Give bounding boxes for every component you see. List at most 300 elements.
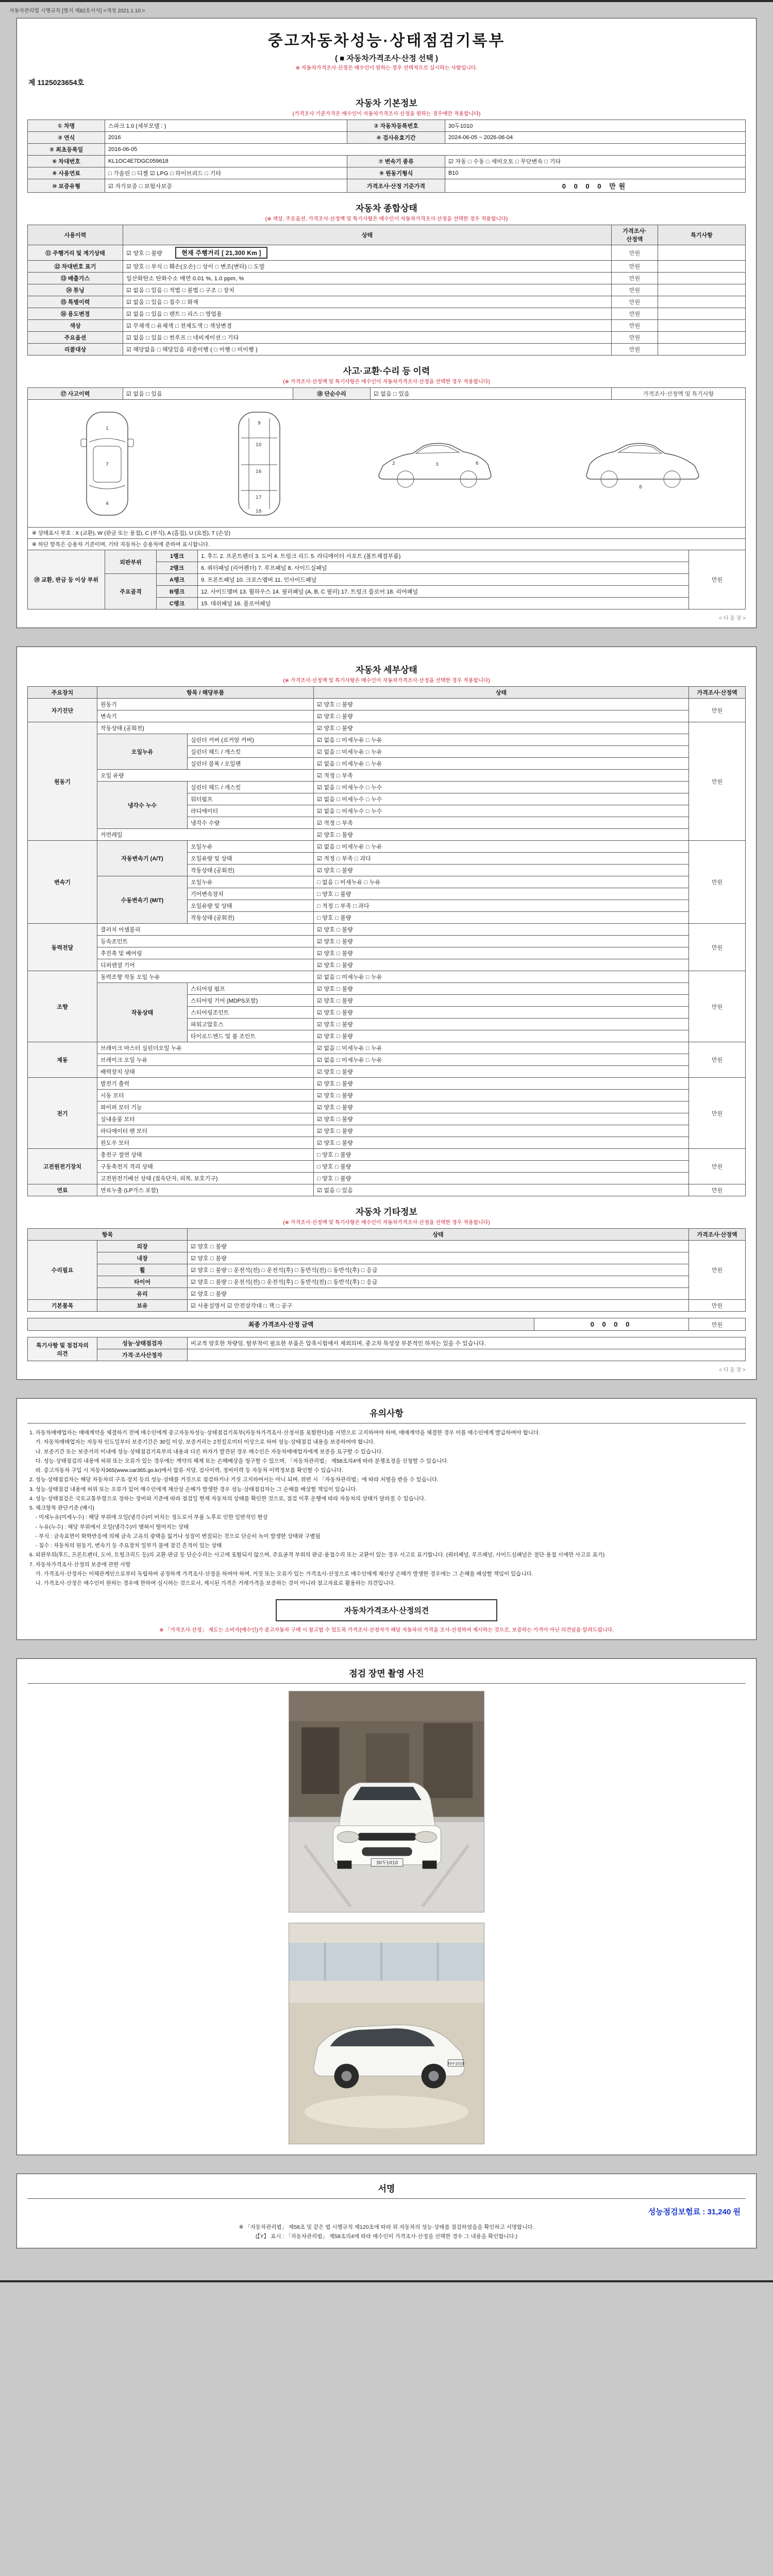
price-opinion-note: ※ 「가격조사·산정」 제도는 소비자(매수인)가 중고자동차 구매 시 참고할 수 있도록 가격조사·산정자가 해당 자동차의 가격을 조사·산정하여 제시하는 것으로, 보증하는 가격이 아닌 의견임을 알려드립니다. bbox=[159, 1627, 614, 1633]
panel-category: 주요골격 bbox=[105, 574, 157, 609]
cell-item: 보유 bbox=[97, 1300, 188, 1312]
field-label: ⑨ 원동기형식 bbox=[347, 167, 445, 179]
cell-price: 만원 bbox=[689, 841, 746, 924]
cell-sub: 오일유량 및 상태 bbox=[188, 900, 314, 912]
cell-remark bbox=[658, 284, 746, 296]
accident-section-title: 사고·교환·수리 등 이력 bbox=[343, 366, 430, 376]
cell-state bbox=[123, 245, 612, 261]
model-year-value: 2016 bbox=[105, 132, 347, 144]
table-row bbox=[28, 550, 746, 562]
col-header-remark: 특기사항 bbox=[658, 225, 746, 245]
rank-label: C랭크 bbox=[157, 598, 198, 609]
table-row bbox=[28, 1173, 746, 1184]
table-row bbox=[28, 959, 746, 971]
cell-state: ☑ 양호 □ 불량 bbox=[314, 1066, 689, 1078]
cell-category: 오일누유 bbox=[97, 734, 188, 770]
cell-sub: 스티어링조인트 bbox=[188, 1007, 314, 1019]
card-photos bbox=[16, 1658, 757, 2155]
notice-line: 7. 자동차가격조사·산정의 보증에 관한 사항 bbox=[29, 1561, 131, 1568]
diagram-number: 2 bbox=[392, 461, 395, 466]
notice-line: 1. 자동차매매업자는 매매계약을 체결하기 전에 매수인에게 중고자동차성능·상태점검기록부(자동차가격조사·산정서를 포함한다)를 서면으로 고지하여야 하며, 매매계약을 체결한 경우 이를 매수인에게 발급하여야 합니다. bbox=[29, 1430, 541, 1436]
table-row bbox=[28, 261, 746, 273]
diagram-number: 8 bbox=[638, 485, 642, 490]
cell-state: ☑ 적정 □ 부족 □ 과다 bbox=[314, 853, 689, 865]
cell-state: ☑ 양호 □ 불량 bbox=[314, 947, 689, 959]
cell-state: ☑ 적정 □ 부족 bbox=[314, 817, 689, 829]
cell-item: 동력조향 작동 오일 누유 bbox=[97, 971, 314, 983]
cell-item: 커먼레일 bbox=[97, 829, 314, 841]
cell-state: ☑ 양호 □ 불량 bbox=[314, 1101, 689, 1113]
etc-section-title: 자동차 기타정보 bbox=[356, 1207, 417, 1217]
next-page-marker: < 다 음 장 > bbox=[719, 616, 746, 621]
cell-remark bbox=[658, 296, 746, 308]
table-row bbox=[28, 284, 746, 296]
inspection-photo-side-indoor bbox=[289, 1923, 484, 2144]
cell-item: 색상 bbox=[28, 320, 123, 332]
cell-remark bbox=[658, 344, 746, 355]
diagram-note: ※ 하단 항목은 승용차 기준이며, 기타 자동차는 승용차에 준하여 표시합니다. bbox=[27, 539, 746, 550]
cell-price: 만원 bbox=[612, 296, 658, 308]
col-header-item: 항목 bbox=[28, 1229, 188, 1241]
final-price-unit: 만원 bbox=[689, 1318, 746, 1331]
table-row bbox=[28, 1066, 746, 1078]
inspector-label: 성능·상태점검자 bbox=[97, 1337, 188, 1349]
detail-section-title: 자동차 세부상태 bbox=[356, 665, 417, 675]
panel-category: 외판부위 bbox=[105, 550, 157, 574]
col-header-state: 상태 bbox=[188, 1229, 689, 1241]
col-header-device: 주요장치 bbox=[28, 687, 97, 699]
card-detail-state bbox=[16, 647, 757, 1380]
cell-state: ☑ 없음 □ 미세누유 □ 누유 bbox=[314, 1042, 689, 1054]
cell-item: 리콜대상 bbox=[28, 344, 123, 355]
cell-sub: 타이로드엔드 및 볼 조인트 bbox=[188, 1030, 314, 1042]
cell-state: ☑ 없음 □ 있음 □ 침수 □ 화재 bbox=[123, 296, 612, 308]
cell-remark bbox=[658, 273, 746, 284]
overall-section-note: (※ 색상, 주요옵션, 가격조사·산정액 및 특기사항은 매수인이 자동차가격조사·산정을 선택한 경우 적용합니다) bbox=[265, 216, 508, 222]
document-title: 중고자동차성능·상태점검기록부 bbox=[267, 32, 506, 49]
appraiser-comment bbox=[188, 1349, 746, 1361]
cell-category: 수동변속기 (M/T) bbox=[97, 876, 188, 924]
etc-section-note: (※ 가격조사·산정액 및 특기사항은 매수인이 자동차가격조사·산정을 선택한 경우 적용합니다) bbox=[283, 1220, 490, 1226]
col-header-price: 가격조사·산정액 bbox=[612, 225, 658, 245]
inspection-photo-front-outdoor bbox=[289, 1691, 484, 1912]
car-damage-diagram bbox=[27, 400, 746, 528]
cell-item: ⑬ 배출가스 bbox=[28, 273, 123, 284]
col-header-item: 항목 / 해당부품 bbox=[97, 687, 314, 699]
diagram-number: 4 bbox=[105, 501, 109, 506]
document-number: 제 1125023654호 bbox=[28, 78, 85, 87]
basic-section-title: 자동차 기본정보 bbox=[356, 98, 417, 108]
cell-price: 만원 bbox=[612, 344, 658, 355]
field-label: 가격조사·산정 기준가격 bbox=[347, 179, 445, 193]
field-label: ⑦ 변속기 종류 bbox=[347, 156, 445, 167]
cell-state: ☑ 양호 □ 불량 bbox=[314, 1030, 689, 1042]
basic-info-table bbox=[27, 120, 746, 193]
cell-sub: 실린더 헤드 / 개스킷 bbox=[188, 782, 314, 793]
table-row bbox=[28, 144, 746, 156]
cell-sub: 라디에이터 bbox=[188, 805, 314, 817]
simple-repair-checkboxes: ☑ 없음 □ 있음 bbox=[371, 388, 612, 400]
notice-line: 가. 자동차매매업자는 자동차 인도일부터 보증기간은 30일 이상, 보증거리는 2천킬로미터 이상으로 하여 성능·상태점검 내용을 보증하여야 합니다. bbox=[29, 1439, 375, 1446]
cell-price: 만원 bbox=[689, 1300, 746, 1312]
cell-item: ⑮ 특별이력 bbox=[28, 296, 123, 308]
field-label: ① 차명 bbox=[28, 120, 105, 132]
detail-section-note: (※ 가격조사·산정액 및 특기사항은 매수인이 자동차가격조사·산정을 선택한 경우 적용합니다) bbox=[283, 678, 490, 684]
signature-legal-line: (【Y】 표시 : 「자동차관리법」 제58조의4에 따라 매수인이 가격조사·산정을 선택한 경우 그 내용을 확인합니다.) bbox=[255, 2233, 518, 2240]
cell-state: ☑ 양호 □ 부식 □ 훼손(오손) □ 상이 □ 변조(변타) □ 도말 bbox=[123, 261, 612, 273]
cell-state: ☑ 양호 □ 불량 bbox=[314, 924, 689, 936]
cell-item: ⑪ 주행거리 및 계기상태 bbox=[28, 245, 123, 261]
final-price-value: 0 0 0 0 bbox=[534, 1318, 689, 1331]
license-plate-text: 30두1010 bbox=[447, 2061, 464, 2066]
cell-price: 만원 bbox=[612, 284, 658, 296]
final-price-label: 최종 가격조사·산정 금액 bbox=[28, 1318, 534, 1331]
accident-section-note: (※ 가격조사·산정액 및 특기사항은 매수인이 자동차가격조사·산정을 선택한 경우 적용합니다) bbox=[283, 379, 490, 385]
cell-item: 타이어 bbox=[97, 1276, 188, 1288]
card-basic-info bbox=[16, 18, 757, 628]
signature-title: 서명 bbox=[27, 2181, 746, 2199]
cell-price: 만원 bbox=[612, 320, 658, 332]
rank-parts: 9. 프론트패널 10. 크로스멤버 11. 인사이드패널 bbox=[198, 574, 689, 586]
cell-price: 만원 bbox=[689, 971, 746, 1042]
overall-state-table bbox=[27, 225, 746, 355]
cell-state: ☑ 양호 □ 불량 bbox=[314, 710, 689, 722]
cell-group: 제동 bbox=[28, 1042, 97, 1078]
rank-label: 2랭크 bbox=[157, 562, 198, 574]
cell-item: 추진축 및 베어링 bbox=[97, 947, 314, 959]
cell-item: 유리 bbox=[97, 1288, 188, 1300]
cell-remark bbox=[658, 308, 746, 320]
diagram-number: 17 bbox=[255, 495, 261, 500]
table-row bbox=[28, 876, 746, 888]
cell-item: 외장 bbox=[97, 1241, 188, 1252]
car-right-side-diagram bbox=[576, 434, 705, 493]
document-subtitle: ( ■ 자동차가격조사·산정 선택 ) bbox=[334, 54, 439, 63]
table-row bbox=[28, 770, 746, 782]
rank-parts: 6. 쿼터패널 (리어펜더) 7. 루프패널 8. 사이드실패널 bbox=[198, 562, 689, 574]
cell-item: 충전구 절연 상태 bbox=[97, 1149, 314, 1161]
cell-group: 조향 bbox=[28, 971, 97, 1042]
cell-sub: 작동상태 (공회전) bbox=[188, 865, 314, 876]
fuel-checkboxes: □ 가솔린 □ 디젤 ☑ LPG □ 하이브리드 □ 기타 bbox=[105, 167, 347, 179]
rank-label: 1랭크 bbox=[157, 550, 198, 562]
cell-state: ☑ 없음 □ 미세누유 □ 누유 bbox=[314, 1054, 689, 1066]
cell-remark bbox=[658, 261, 746, 273]
table-row bbox=[28, 983, 746, 995]
cell-remark bbox=[658, 320, 746, 332]
table-row bbox=[28, 120, 746, 132]
table-row bbox=[28, 924, 746, 936]
car-top-view-diagram bbox=[69, 407, 146, 520]
table-row bbox=[28, 1318, 746, 1331]
first-registration-value: 2016-06-05 bbox=[105, 144, 746, 156]
cell-state: □ 양호 □ 불량 bbox=[314, 1173, 689, 1184]
cell-category: 작동상태 bbox=[97, 983, 188, 1042]
cell-state: ☑ 없음 □ 있음 □ 썬루프 □ 네비게이션 □ 기타 bbox=[123, 332, 612, 344]
table-header-row bbox=[28, 687, 746, 699]
cell-state: ☑ 양호 □ 불량 bbox=[314, 1019, 689, 1030]
cell-state: ☑ 없음 □ 미세누수 □ 누수 bbox=[314, 805, 689, 817]
cell-group: 원동기 bbox=[28, 722, 97, 841]
cell-item: 발전기 출력 bbox=[97, 1078, 314, 1090]
cell-state: ☑ 양호 □ 불량 bbox=[314, 959, 689, 971]
remarks-table bbox=[27, 1337, 746, 1361]
cell-price: 만원 bbox=[689, 1149, 746, 1184]
cell-state: ☑ 없음 □ 미세누수 □ 누수 bbox=[314, 782, 689, 793]
cell-state: ☑ 없음 □ 있음 bbox=[314, 1184, 689, 1196]
accident-history-label: ⑰ 사고이력 bbox=[28, 388, 123, 400]
table-row bbox=[28, 1149, 746, 1161]
cell-sub: 오일유량 및 상태 bbox=[188, 853, 314, 865]
cell-price: 만원 bbox=[612, 332, 658, 344]
cell-state: ☑ 양호 □ 불량 bbox=[188, 1241, 689, 1252]
notices-list bbox=[27, 1429, 746, 1588]
transmission-checkboxes: ☑ 자동 □ 수동 □ 세미오토 □ 무단변속 □ 기타 bbox=[445, 156, 746, 167]
cell-state: ☑ 양호 □ 불량 bbox=[314, 1078, 689, 1090]
cell-state: ☑ 양호 □ 불량 bbox=[314, 829, 689, 841]
rank-label: B랭크 bbox=[157, 586, 198, 598]
table-row bbox=[28, 782, 746, 793]
cell-price: 만원 bbox=[612, 273, 658, 284]
table-row bbox=[28, 1042, 746, 1054]
col-header-price: 가격조사·산정액 bbox=[689, 1229, 746, 1241]
final-price-table bbox=[27, 1318, 746, 1331]
cell-state: ☑ 양호 □ 불량 bbox=[314, 1113, 689, 1125]
cell-state: ☑ 없음 □ 미세누유 □ 누유 bbox=[314, 758, 689, 770]
table-row bbox=[28, 332, 746, 344]
cell-sub: 실린더 커버 (로커암 커버) bbox=[188, 734, 314, 746]
col-header-item: 사용이력 bbox=[28, 225, 123, 245]
photos-title: 점검 장면 촬영 사진 bbox=[27, 1666, 746, 1684]
table-row bbox=[28, 1252, 746, 1264]
cell-item: 내장 bbox=[97, 1252, 188, 1264]
table-row bbox=[28, 722, 746, 734]
cell-state: □ 양호 □ 불량 bbox=[314, 912, 689, 924]
cell-state: ☑ 양호 □ 불량 bbox=[314, 936, 689, 947]
table-row bbox=[28, 829, 746, 841]
table-row bbox=[28, 841, 746, 853]
cell-price: 만원 bbox=[612, 308, 658, 320]
cell-category: 자동변속기 (A/T) bbox=[97, 841, 188, 876]
cell-state: □ 없음 □ 미세누유 □ 누유 bbox=[314, 876, 689, 888]
diagram-number: 16 bbox=[255, 469, 261, 474]
table-row bbox=[28, 320, 746, 332]
cell-item: 고전원전기배선 상태 (접속단자, 피복, 보호기구) bbox=[97, 1173, 314, 1184]
notice-line: 4. 성능·상태점검은 국토교통부령으로 정하는 장비와 기준에 따라 점검일 현재 자동차의 상태를 확인한 것으로, 점검 이후 운행에 따라 자동차의 상태가 달라질 수 있습니다. bbox=[29, 1495, 426, 1502]
cell-state: □ 양호 □ 불량 bbox=[314, 1149, 689, 1161]
cell-item: 휠 bbox=[97, 1264, 188, 1276]
diagram-number: 7 bbox=[105, 462, 109, 467]
notice-line: - 미세누유(미세누수) : 해당 부위에 오일(냉각수)이 비치는 정도로서 부품 노후로 인한 일반적인 현상 bbox=[29, 1514, 268, 1521]
table-row bbox=[28, 167, 746, 179]
cell-item: 윈도우 모터 bbox=[97, 1137, 314, 1149]
base-price-value: 0 0 0 0 만원 bbox=[445, 179, 746, 193]
field-label: ③ 연식 bbox=[28, 132, 105, 144]
table-row bbox=[28, 1054, 746, 1066]
table-row bbox=[28, 1125, 746, 1137]
cell-sub: 오일누유 bbox=[188, 876, 314, 888]
cell-state: ☑ 양호 □ 불량 bbox=[314, 1137, 689, 1149]
cell-group: 연료 bbox=[28, 1184, 97, 1196]
photo-list bbox=[27, 1691, 746, 2144]
remarks-head: 특기사항 및 점검자의 의견 bbox=[28, 1337, 97, 1361]
cell-price: 만원 bbox=[612, 245, 658, 261]
cell-sub: 작동상태 (공회전) bbox=[188, 912, 314, 924]
appraiser-label: 가격·조사산정자 bbox=[97, 1349, 188, 1361]
table-row bbox=[28, 710, 746, 722]
detail-state-table bbox=[27, 686, 746, 1196]
table-row bbox=[28, 179, 746, 193]
cell-sub: 스티어링 펌프 bbox=[188, 983, 314, 995]
car-left-side-diagram bbox=[373, 434, 501, 493]
cell-price: 만원 bbox=[689, 1241, 746, 1300]
table-row bbox=[28, 971, 746, 983]
cell-item: 작동상태 (공회전) bbox=[97, 722, 314, 734]
license-plate-text: 30두1010 bbox=[376, 1860, 398, 1866]
price-opinion-box: 자동차가격조사·산정의견 bbox=[276, 1599, 497, 1621]
diagram-number: 9 bbox=[257, 420, 261, 426]
notice-line: - 누유(누수) : 해당 부위에서 오일(냉각수)이 맺혀서 떨어지는 상태 bbox=[29, 1523, 189, 1530]
cell-state: □ 양호 □ 불량 bbox=[314, 888, 689, 900]
cell-item: 와이퍼 모터 기능 bbox=[97, 1101, 314, 1113]
cell-sub: 파워고압호스 bbox=[188, 1019, 314, 1030]
table-row bbox=[28, 132, 746, 144]
price-remark-head: 가격조사·산정액 및 특기사항 bbox=[612, 388, 746, 400]
cell-group: 변속기 bbox=[28, 841, 97, 924]
table-row bbox=[28, 1241, 746, 1252]
cell-group: 고전원전기장치 bbox=[28, 1149, 97, 1184]
table-header-row bbox=[28, 1229, 746, 1241]
table-row bbox=[28, 1184, 746, 1196]
cell-remark bbox=[658, 245, 746, 261]
notice-line: 나. 보증기간 또는 보증거리 이내에 성능·상태점검기록부의 내용과 다른 하자가 발견된 경우 매수인은 자동차매매업자에게 보증을 요구할 수 있습니다. bbox=[29, 1448, 383, 1455]
diagram-number: 10 bbox=[255, 442, 261, 448]
cell-state: ☑ 양호 □ 불량 bbox=[314, 995, 689, 1007]
table-row bbox=[28, 1300, 746, 1312]
cell-state: ☑ 양호 □ 불량 bbox=[314, 1090, 689, 1101]
table-row bbox=[28, 296, 746, 308]
table-row bbox=[28, 1276, 746, 1288]
col-header-state: 상태 bbox=[314, 687, 689, 699]
cell-group: 동력전달 bbox=[28, 924, 97, 971]
cell-sub: 실린더 헤드 / 개스킷 bbox=[188, 746, 314, 758]
cell-state: 일산화탄소 탄화수소 매연 0.01 %, 1.0 ppm, % bbox=[123, 273, 612, 284]
cell-price: 만원 bbox=[689, 1184, 746, 1196]
cell-sub: 냉각수 수량 bbox=[188, 817, 314, 829]
overall-section-title: 자동차 종합상태 bbox=[356, 204, 417, 213]
table-row bbox=[28, 1090, 746, 1101]
notice-line: 2. 성능·상태점검자는 해당 자동차의 구조·장치 등의 성능·상태를 거짓으로 점검하거나 거짓 고지하여서는 아니 되며, 위반 시 「자동차관리법」에 따라 처벌을 받을 수 있습니다. bbox=[29, 1477, 439, 1483]
inspection-insurance-fee: 성능점검보험료 : 31,240 원 bbox=[648, 2207, 741, 2216]
diagram-number: 1 bbox=[105, 426, 109, 431]
rank-label: A랭크 bbox=[157, 574, 198, 586]
field-label: ④ 검사유효기간 bbox=[347, 132, 445, 144]
table-row bbox=[28, 1137, 746, 1149]
cell-state: ☑ 양호 □ 불량 bbox=[314, 1125, 689, 1137]
cell-state: ☑ 사용설명서 ☑ 안전삼각대 □ 잭 □ 공구 bbox=[188, 1300, 689, 1312]
cell-state: ☑ 없음 □ 있음 □ 렌트 □ 리스 □ 영업용 bbox=[123, 308, 612, 320]
cell-state: □ 양호 □ 불량 bbox=[314, 1161, 689, 1173]
cell-state: ☑ 없음 □ 미세누유 □ 누유 bbox=[314, 746, 689, 758]
diagram-number: 18 bbox=[255, 509, 261, 514]
card-signature bbox=[16, 2174, 757, 2248]
warranty-checkboxes: ☑ 자가보증 □ 보험사보증 bbox=[105, 179, 347, 193]
cell-item: 원동기 bbox=[97, 699, 314, 710]
cell-item: 연료누출 (LP가스 포함) bbox=[97, 1184, 314, 1196]
cell-item: 구동축전지 격리 상태 bbox=[97, 1161, 314, 1173]
cell-price: 만원 bbox=[689, 722, 746, 841]
form-reference: 자동차관리법 시행규칙 [별지 제82호서식] <개정 2021.1.10.> bbox=[9, 8, 145, 14]
cell-sub: 스티어링 기어 (MDPS포함) bbox=[188, 995, 314, 1007]
notice-line: - 침수 : 자동차의 원동기, 변속기 등 주요장치 일부가 물에 잠긴 흔적이 있는 상태 bbox=[29, 1543, 222, 1549]
cell-group: 자기진단 bbox=[28, 699, 97, 722]
cell-sub: 오일누유 bbox=[188, 841, 314, 853]
cell-item: 변속기 bbox=[97, 710, 314, 722]
etc-info-table bbox=[27, 1228, 746, 1312]
field-label: ⑧ 사용연료 bbox=[28, 167, 105, 179]
accident-history-checkboxes: ☑ 없음 □ 있음 bbox=[123, 388, 293, 400]
next-page-marker: < 다 음 장 > bbox=[719, 1367, 746, 1373]
cell-item: 디퍼렌셜 기어 bbox=[97, 959, 314, 971]
table-row bbox=[28, 1288, 746, 1300]
table-row bbox=[28, 1101, 746, 1113]
cell-price: 만원 bbox=[689, 550, 746, 609]
cell-state: ☑ 해당없음 □ 해당있음 리콜이행 ( □ 이행 □ 미이행 ) bbox=[123, 344, 612, 355]
cell-item: 등속조인트 bbox=[97, 936, 314, 947]
odometer-badge: 현재 주행거리 [ 21,300 Km ] bbox=[175, 247, 267, 259]
cell-state: ☑ 양호 □ 불량 bbox=[314, 865, 689, 876]
cell-item: 시동 모터 bbox=[97, 1090, 314, 1101]
cell-item: 브레이크 마스터 실린더오일 누유 bbox=[97, 1042, 314, 1054]
cell-state: ☑ 양호 □ 불량 bbox=[188, 1252, 689, 1264]
cell-state: ☑ 양호 □ 불량 bbox=[314, 699, 689, 710]
notice-line: - 부식 : 금속표면이 화학반응에 의해 금속 고유의 광택을 잃거나 성질이 변질되는 것으로 단순히 녹이 발생한 상태와 구별됨 bbox=[29, 1533, 321, 1539]
cell-group: 수리필요 bbox=[28, 1241, 97, 1300]
rank-parts: 15. 대쉬패널 16. 플로어패널 bbox=[198, 598, 689, 609]
table-row bbox=[28, 1113, 746, 1125]
table-row bbox=[28, 699, 746, 710]
cell-item: 주요옵션 bbox=[28, 332, 123, 344]
cell-state: ☑ 양호 □ 불량 □ 운전석(전) □ 운전석(후) □ 동반석(전) □ 동반석(후) □ 응급 bbox=[188, 1264, 689, 1276]
notices-title: 유의사항 bbox=[27, 1406, 746, 1423]
cell-sub: 실린더 블록 / 오일팬 bbox=[188, 758, 314, 770]
vin-value: KL1OC4E7DGC059618 bbox=[105, 156, 347, 167]
table-row bbox=[28, 1264, 746, 1276]
col-header-state: 상태 bbox=[123, 225, 612, 245]
col-header-price: 가격조사·산정액 bbox=[689, 687, 746, 699]
cell-price: 만원 bbox=[689, 1078, 746, 1149]
cell-item: 브레이크 오일 누유 bbox=[97, 1054, 314, 1066]
table-row bbox=[28, 1078, 746, 1090]
basic-section-note: (가격조사 기준가격은 매수인이 자동차가격조사·산정을 원하는 경우에만 적용합니다) bbox=[292, 111, 481, 117]
field-label: ② 자동차등록번호 bbox=[347, 120, 445, 132]
notice-line: 다. 성능·상태점검의 내용에 허위 또는 오류가 있는 경우에는 계약의 해제 또는 손해배상을 청구할 수 있으며, 「자동차관리법」 제58조의4에 따라 분쟁조정을 신청할 수 있습니다. bbox=[29, 1458, 449, 1464]
cell-item: 오일 유량 bbox=[97, 770, 314, 782]
table-row bbox=[28, 1337, 746, 1349]
table-row bbox=[28, 1161, 746, 1173]
cell-state: ☑ 양호 □ 불량 bbox=[314, 1007, 689, 1019]
exchange-panel-label: ⑲ 교환, 판금 등 이상 부위 bbox=[28, 550, 105, 609]
cell-item: 배력장치 상태 bbox=[97, 1066, 314, 1078]
simple-repair-label: ⑱ 단순수리 bbox=[293, 388, 371, 400]
cell-item: 라디에이터 팬 모터 bbox=[97, 1125, 314, 1137]
cell-item: 실내송풍 모터 bbox=[97, 1113, 314, 1125]
table-row bbox=[28, 344, 746, 355]
price-survey-note: ※ 자동차가격조사·산정은 매수인이 원하는 경우 선택적으로 실시하는 사항입니다. bbox=[295, 65, 478, 71]
cell-price: 만원 bbox=[612, 261, 658, 273]
notice-line: 가. 가격조사·산정자는 이해관계인으로부터 독립하여 공정하게 가격조사·산정을 하여야 하며, 거짓 또는 오류가 있는 가격조사·산정으로 매수인에게 재산상 손해가 발생한 경우에는 그 손해를 배상할 책임이 있습니다. bbox=[29, 1570, 533, 1577]
table-row bbox=[28, 388, 746, 400]
